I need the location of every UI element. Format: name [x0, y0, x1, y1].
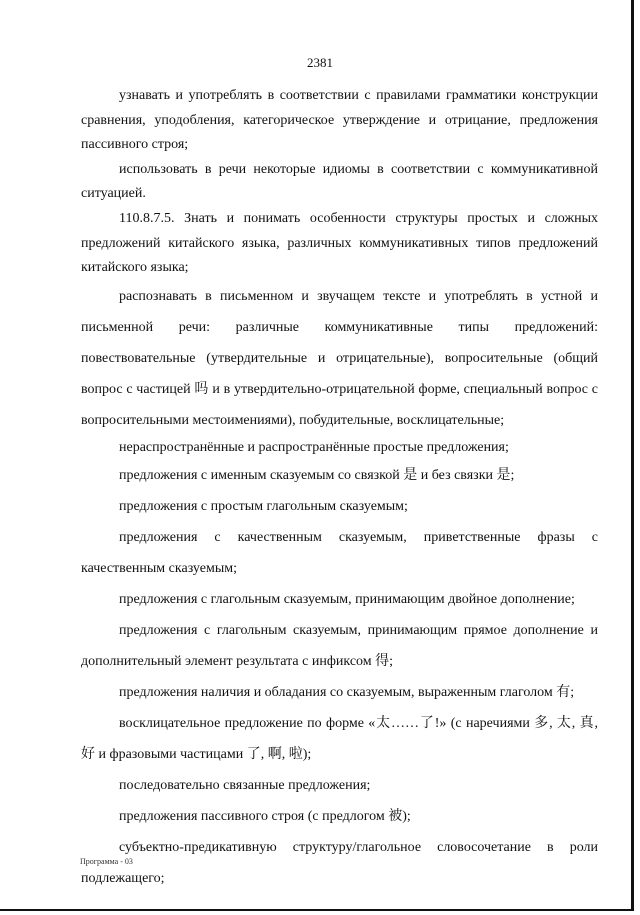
paragraph-15: субъектно-предикативную структуру/глагольное словосочетание в роли подлежащего; — [81, 840, 598, 887]
page-number: 2381 — [307, 55, 333, 70]
paragraph-8: предложения с качественным сказуемым, приветственные фразы с качественным сказуемым; — [81, 530, 598, 577]
paragraph-11: предложения наличия и обладания со сказуемым, выраженным глаголом 有; — [119, 685, 575, 701]
paragraph-2: использовать в речи некоторые идиомы в соответствии с коммуникативной ситуацией. — [81, 161, 598, 202]
paragraph-6: предложения с именным сказуемым со связкой 是 и без связки 是; — [119, 468, 515, 484]
paragraph-14: предложения пассивного строя (с предлогом 被); — [119, 809, 411, 825]
paragraph-5: нераспространённые и распространённые простые предложения; — [119, 439, 509, 455]
paragraph-12: восклицательное предложение по форме «太……了!» (с наречиями 多, 太, 真, 好 и фразовыми частицами 了, 啊, 啦); — [81, 716, 598, 763]
paragraph-4: распознавать в письменном и звучащем тексте и употреблять в устной и письменной речи: различные коммуникативные типы предложений: повествовательные (утвердительные и отрицательные), вопросительные (общий вопрос с частицей 吗 и в утвердительно-отрицательной форме, специальный вопрос с вопросительными местоимениями), побудительные, восклицательные; — [81, 288, 598, 428]
paragraph-9: предложения с глагольным сказуемым, принимающим двойное дополнение; — [119, 592, 575, 608]
paragraph-7: предложения с простым глагольным сказуемым; — [119, 499, 408, 515]
footer: Программа - 03 — [80, 857, 133, 866]
paragraph-10: предложения с глагольным сказуемым, принимающим прямое дополнение и дополнительный элемент результата с инфиксом 得; — [81, 623, 598, 670]
paragraph-13: последовательно связанные предложения; — [119, 778, 371, 794]
paragraph-1: узнавать и употреблять в соответствии с правилами грамматики конструкции сравнения, уподобления, категорическое утверждение и отрицание, предложения пассивного строя; — [81, 88, 598, 153]
paragraph-3: 110.8.7.5. Знать и понимать особенности структуры простых и сложных предложений китайского языка, различных коммуникативных типов предложений китайского языка; — [81, 210, 598, 276]
document-body — [81, 84, 598, 894]
